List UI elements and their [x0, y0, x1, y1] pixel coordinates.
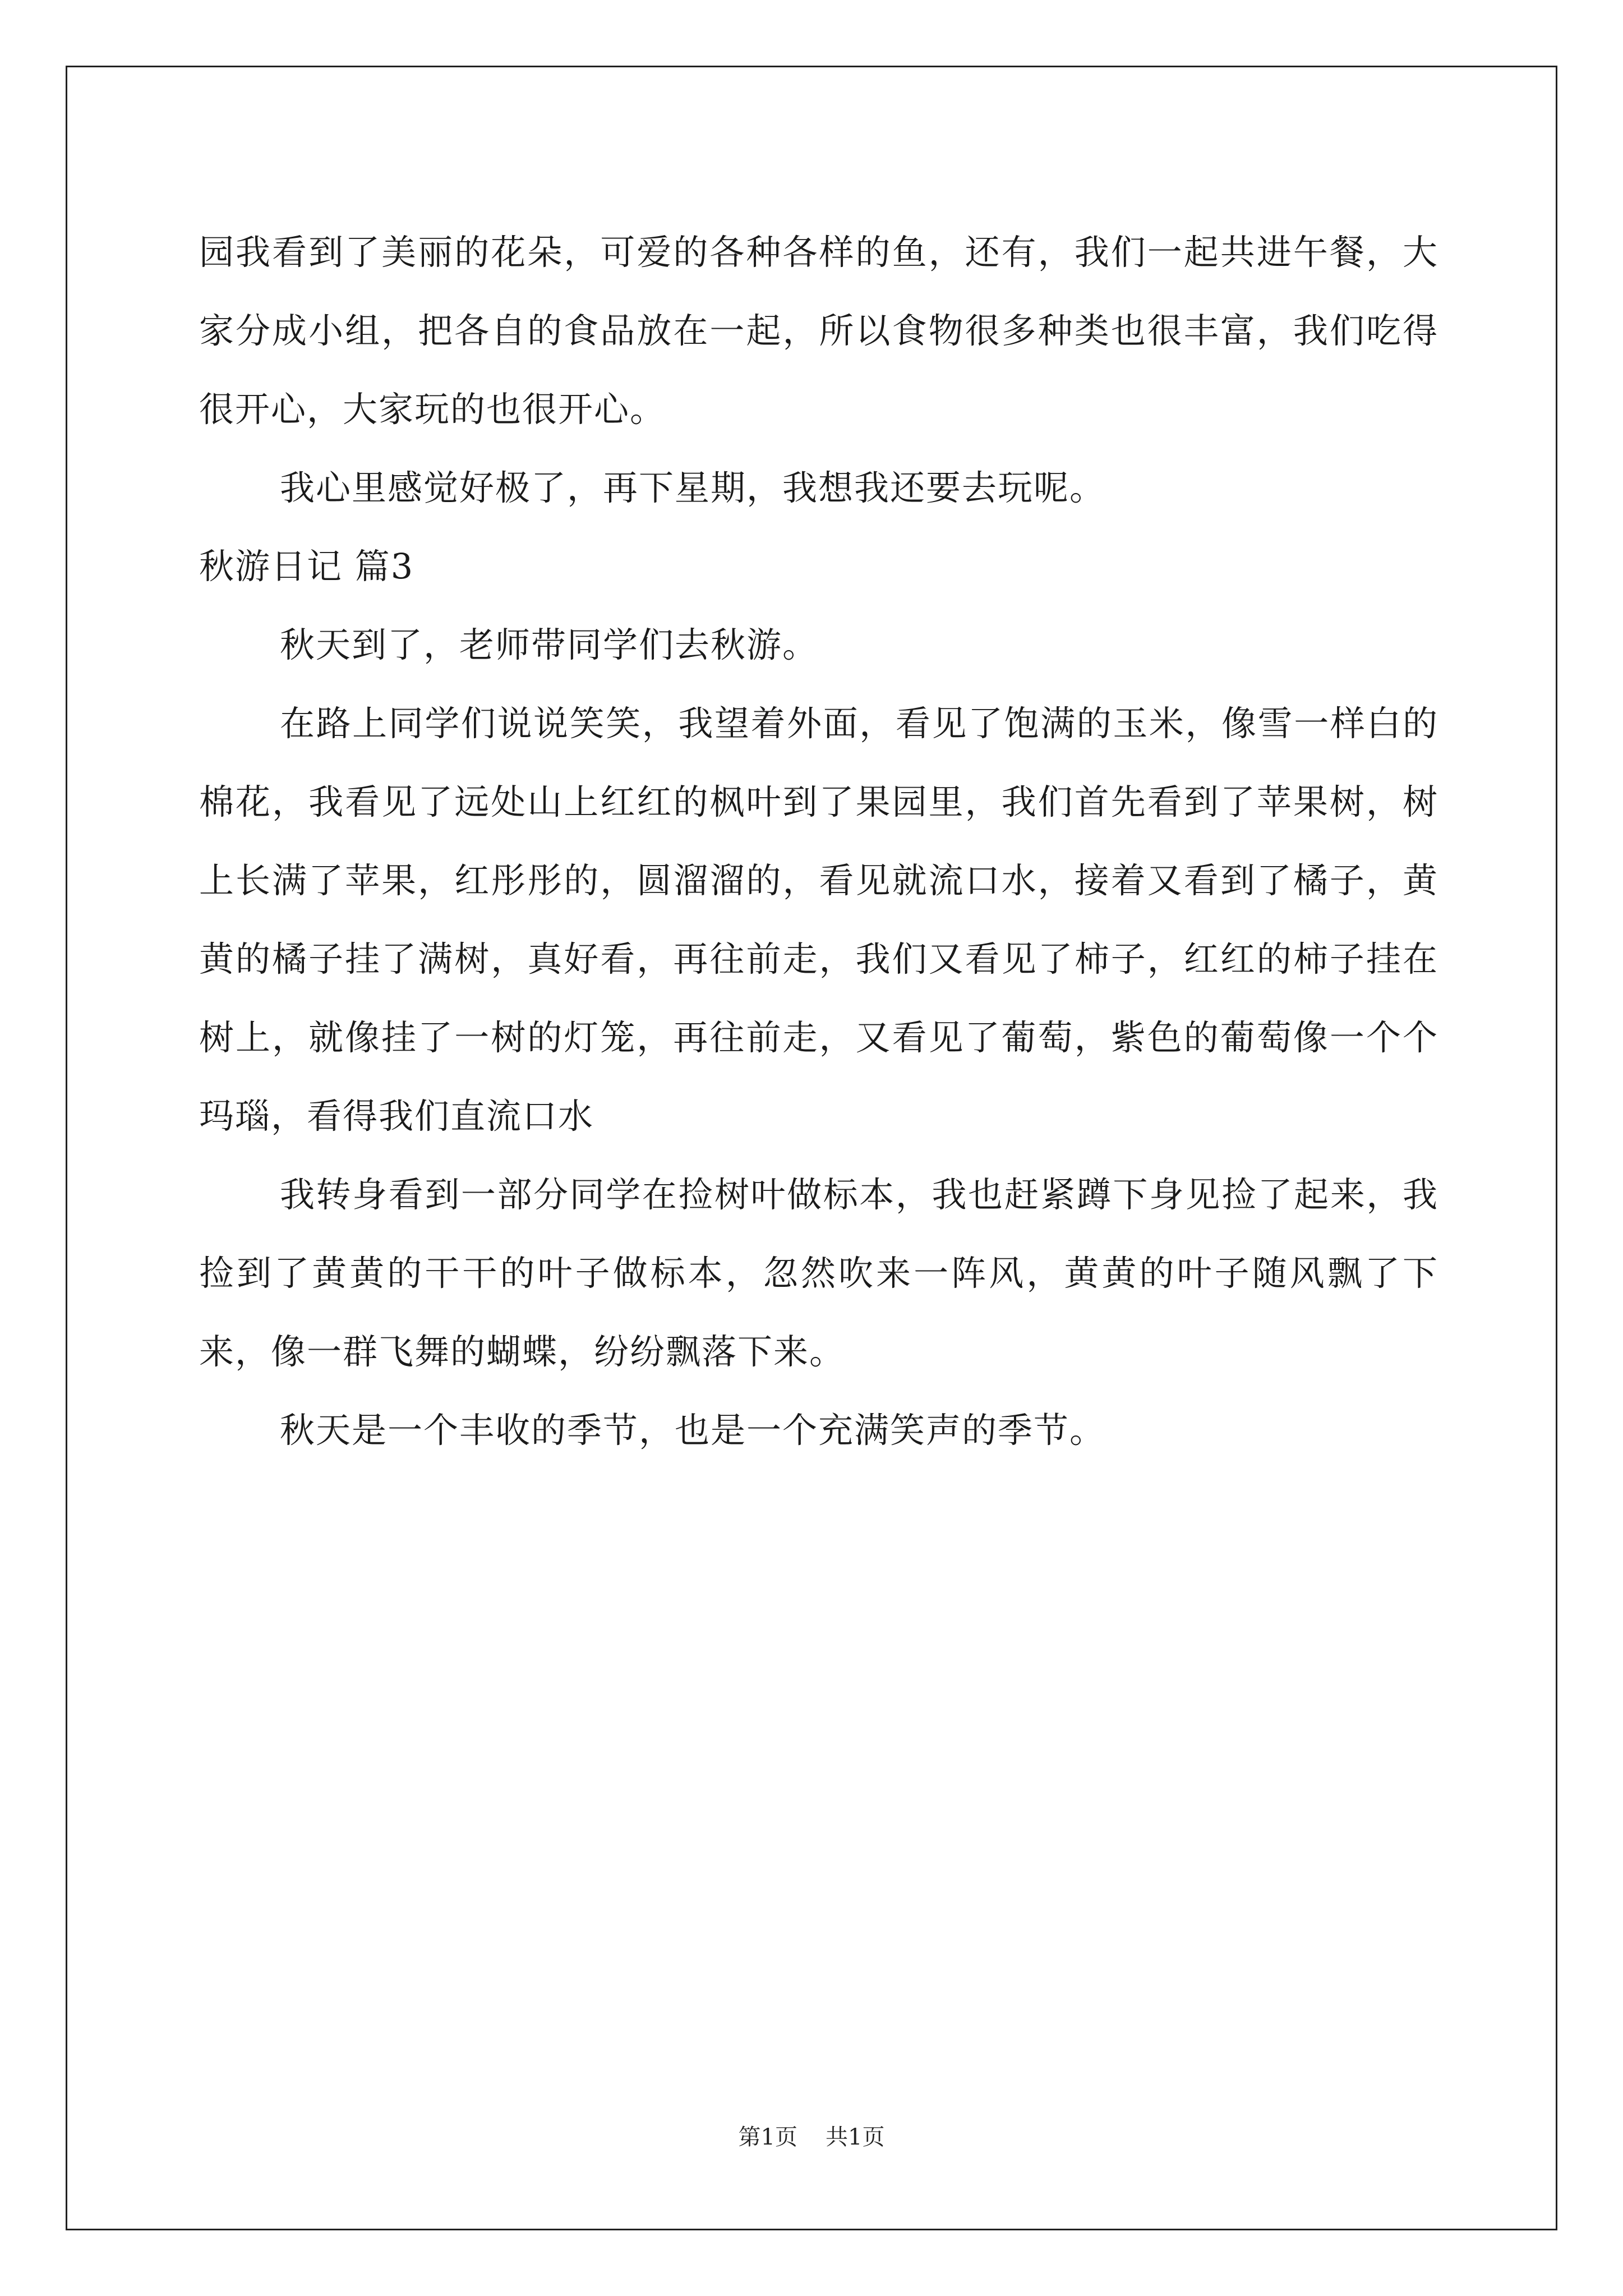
paragraph-2: 我心里感觉好极了，再下星期，我想我还要去玩呢。 — [280, 467, 1106, 508]
paragraph-1: 园我看到了美丽的花朵，可爱的各种各样的鱼，还有，我们一起共进午餐，大家分成小组，把各自的食品放在一起，所以食物很多种类也很丰富，我们吃得很开心，大家玩的也很开心。 — [199, 232, 1438, 430]
page-total: 共1页 — [826, 2124, 885, 2150]
paragraph-5: 我转身看到一部分同学在捡树叶做标本，我也赶紧蹲下身见捡了起来，我捡到了黄黄的干干的叶子做标本，忽然吹来一阵风，黄黄的叶子随风飘了下来，像一群飞舞的蝴蝶，纷纷飘落下来。 — [199, 1174, 1438, 1372]
document-body — [199, 213, 1438, 1470]
paragraph-3: 秋天到了，老师带同学们去秋游。 — [280, 624, 819, 665]
page-number: 第1页 — [738, 2124, 797, 2150]
page-footer — [0, 2123, 1623, 2151]
paragraph-4: 在路上同学们说说笑笑，我望着外面，看见了饱满的玉米，像雪一样白的棉花，我看见了远处山上红红的枫叶到了果园里，我们首先看到了苹果树，树上长满了苹果，红彤彤的，圆溜溜的，看见就流口水，接着又看到了橘子，黄黄的橘子挂了满树，真好看，再往前走，我们又看见了柿子，红红的柿子挂在树上，就像挂了一树的灯笼，再往前走，又看见了葡萄，紫色的葡萄像一个个玛瑙，看得我们直流口水 — [199, 703, 1438, 1137]
section-heading: 秋游日记 篇3 — [199, 546, 414, 587]
paragraph-6: 秋天是一个丰收的季节，也是一个充满笑声的季节。 — [280, 1410, 1106, 1451]
